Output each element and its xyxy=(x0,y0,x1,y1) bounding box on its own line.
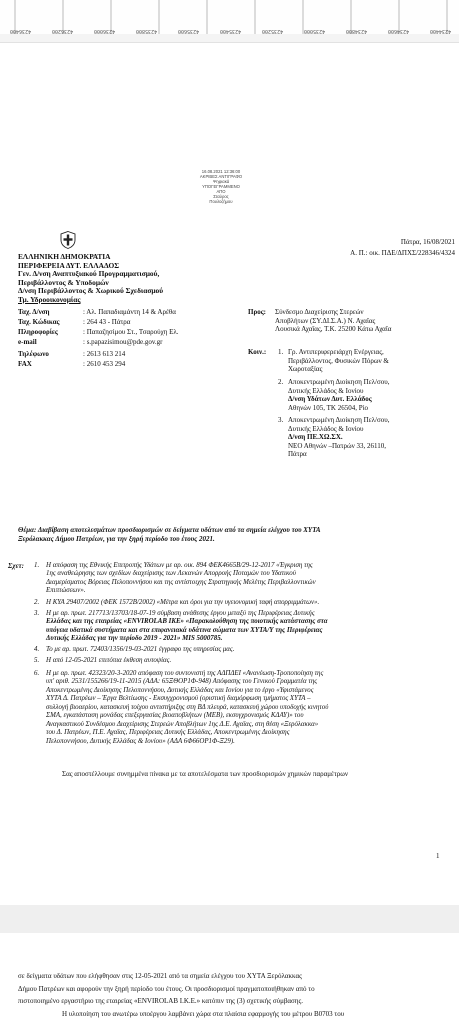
related-item-3 xyxy=(34,610,452,644)
subject-line1: Διαβίβαση αποτελεσμάτων προσδιορισμών σε δείγματα υδάτων από τα σημεία ελέγχου του ΧΥΤΑ xyxy=(37,526,321,534)
related-number: 3. xyxy=(34,610,40,617)
cc-line: Αποκεντρωμένη Διοίκηση Πελ/σου, xyxy=(288,378,390,386)
related-line: Ελλάδας και της εταιρείας «ENVIROLAB ΙΚΕ» «Παρακολούθηση της ποιοτικής κατάστασης στα xyxy=(46,618,328,626)
sender-directorate: Δ/νση Περιβάλλοντος & Χωρικού Σχεδιασμού xyxy=(18,286,164,296)
stamp-line3: ΥΠΟΓΕΓΡΑΜΜΕΝΟ xyxy=(202,184,240,189)
recipient-line2: Αποβλήτων (ΣΥ.ΔΙ.Σ.Α.) Ν. Αχαΐας xyxy=(275,316,376,325)
related-line: Η από 12-05-2021 επιτόπια έκθεση αυτοψίας. xyxy=(46,657,172,664)
related-line: 1ης αναθεώρησης των σχεδίων διαχείρισης των Λεκανών Απορροής Ποταμών του Υδατικού xyxy=(46,570,296,578)
contact-value-fax: : 2610 453 294 xyxy=(83,360,126,368)
page-separator xyxy=(0,905,459,933)
cc-line: Δυτικής Ελλάδος & Ιονίου xyxy=(288,386,364,395)
recipient-label: Προς: xyxy=(248,308,266,316)
cc-line: Χωροταξίας xyxy=(288,365,323,373)
related-line: υπ' αριθ. 2531/155266/19-11-2015 (ΑΔΑ: 65ΞΘΟΡ1Φ-948) Απόφασης του Γενικού Γραμματέα της xyxy=(46,678,318,686)
next-page-line2: Δήμου Πατρέων και αφορούν την ξηρή περίοδο του έτους. Οι προσδιορισμοί πραγματοποιήθηκαν από το xyxy=(18,984,315,993)
strip-number: 4235600 xyxy=(178,28,200,34)
contact-value-postcode: : 264 43 - Πάτρα xyxy=(83,318,131,326)
cc-item-number: 2. xyxy=(278,378,284,386)
stamp-datetime: 16.08.2021 12:36:00 xyxy=(201,169,241,174)
subject-block xyxy=(18,526,458,543)
sender-region: ΠΕΡΙΦΕΡΕΙΑ ΔΥΤ. ΕΛΛΑΔΟΣ xyxy=(18,260,120,270)
related-line: συλλογή βιοαερίου, κατασκευή τοίχου αντιστήριξης στη ΒΔ πλευρά, κατασκευή χώρου υποδοχής κινητού xyxy=(46,703,329,711)
related-item-5 xyxy=(34,657,452,665)
contact-label-fax: FAX xyxy=(18,360,32,368)
related-line: ΣΜΑ, εγκατάσταση μονάδας επεξεργασίας βιοαποβλήτων (ΜΕΒ), εκσυγχρονισμός ΚΔΑΥ)» του xyxy=(46,712,304,720)
related-item-1 xyxy=(34,562,452,596)
strip-number: 4235000 xyxy=(304,28,326,34)
stamp-line5: Σταύρος xyxy=(213,194,229,199)
stamp-line2: Ψηφιακά xyxy=(212,179,230,184)
related-number: 5. xyxy=(34,657,40,664)
page-number: 1 xyxy=(436,852,440,860)
strip-number: 4234400 xyxy=(430,28,452,34)
related-label: Σχετ: xyxy=(8,562,24,570)
next-page-text xyxy=(18,970,456,1020)
related-number: 2. xyxy=(34,599,40,606)
contact-value-info: : Παπαζησίμου Στ., Τσαρούχη Ελ. xyxy=(83,328,179,336)
contact-label-postcode: Ταχ. Κώδικας xyxy=(18,318,60,326)
related-line: υπόγεια υδατικά συστήματα και στα επιφανειακά υδάτινα σώματα των ΧΥΤΑ/Υ της Περιφέρειας xyxy=(46,626,323,634)
related-line: Το με αρ. πρωτ. 72403/1356/19-03-2021 έγγραφο της υπηρεσίας μας. xyxy=(46,646,235,653)
cc-line: Αθηνών 105, ΤΚ 26504, Ρίο xyxy=(288,403,368,412)
related-item-6 xyxy=(34,670,452,746)
related-line: Αποκεντρωμένης Διοίκησης Πελοποννήσου, Δυτικής Ελλάδας και Ιονίου για το έργο «Υφιστάμενος xyxy=(46,686,314,694)
contact-value-email[interactable]: : s.papazisimou@pde.gov.gr xyxy=(83,338,163,346)
related-line: Η απόφαση της Εθνικής Επιτροπής Υδάτων με αρ. οικ. 894 ΦΕΚ4665Β/29-12-2017 «Έγκριση της xyxy=(46,562,313,569)
previous-page-strip xyxy=(0,0,459,43)
cc-item-2 xyxy=(278,378,458,412)
strip-number: 4236200 xyxy=(52,28,74,34)
cc-line: Γρ. Αντιπεριφερειάρχη Ενέργειας, xyxy=(288,348,384,356)
cc-item-number: 3. xyxy=(278,416,284,424)
related-number: 4. xyxy=(34,646,40,653)
recipient-line3: Λουσικά Αχαΐας, Τ.Κ. 25200 Κάτω Αχαΐα xyxy=(275,325,392,333)
cc-line: Δυτικής Ελλάδος & Ιονίου xyxy=(288,424,364,433)
related-line: του Δ. Πατρέων, Π.Ε. Αχαΐας, Περιφέρειας Δυτικής Ελλάδας, Αποκεντρωμένης Διοίκησης xyxy=(46,729,290,737)
sender-department: Τμ. Υδροοικονομίας xyxy=(18,294,81,304)
contact-label-info: Πληροφορίες xyxy=(18,328,58,336)
cc-item-3 xyxy=(278,416,458,459)
related-line: Η με αρ. πρωτ. 217713/13703/18-07-19 σύμβαση ανάθεσης έργου μεταξύ της Περιφέρειας Δυτικής xyxy=(46,610,315,617)
cc-line: Αποκεντρωμένη Διοίκηση Πελ/σου, xyxy=(288,416,390,424)
sender-block xyxy=(18,253,258,305)
cc-line: Δ/νση ΠΕ.ΧΩ.ΣΧ. xyxy=(288,433,343,441)
cc-item-1 xyxy=(278,348,458,374)
cc-line: Πάτρα xyxy=(288,450,307,458)
strip-number: 4236400 xyxy=(10,28,32,34)
greek-emblem-icon xyxy=(60,231,76,249)
sender-directorate-general-2: Περιβάλλοντος & Υποδομών xyxy=(18,277,109,287)
related-line: Η ΚΥΑ 29407/2002 (ΦΕΚ 1572Β/2002) «Μέτρα και όροι για την υγειονομική ταφή απορριμμάτων». xyxy=(46,599,320,606)
recipient-line1: Σύνδεσμο Διαχείρισης Στερεών xyxy=(275,308,364,316)
related-number: 1. xyxy=(34,562,40,569)
contact-label-email: e-mail xyxy=(18,338,37,346)
related-line: Αναγκαστικού Συνδέσμου Διαχείρισης Στερεών Αποβλήτων 1ης Δ.Ε. Αχαΐας, στη θέση «Ξερόλακκα» xyxy=(46,720,319,728)
cc-label: Κοιν.: xyxy=(248,348,267,356)
related-line: Δυτικής Ελλάδας για την περίοδο 2019 - 2021» MIS 5000785. xyxy=(46,635,223,643)
closing-line: Σας αποστέλλουμε συνημμένα πίνακα με τα αποτελέσματα των προσδιορισμών χημικών παραμέτρων xyxy=(62,770,349,778)
strip-number: 4235200 xyxy=(262,28,284,34)
related-line: ΧΥΤΑ Δ. Πατρέων – Έργα Βελτίωσης - Εκσυγχρονισμού (οριστική διαμόρφωση τμήματος ΧΥΤΑ – xyxy=(46,695,311,703)
related-number: 6. xyxy=(34,670,40,677)
subject-label: Θέμα: xyxy=(18,526,37,534)
cc-line: Δ/νση Υδάτων Δυτ. Ελλάδος xyxy=(288,395,372,403)
contact-value-phone: : 2613 613 214 xyxy=(83,350,126,358)
recipient-block xyxy=(275,308,455,334)
stamp-line6: Πουλοζήμου xyxy=(209,199,233,204)
strip-number: 4235400 xyxy=(220,28,242,34)
cc-item-number: 1. xyxy=(278,348,284,356)
subject-line2: Ξερόλακκας Δήμου Πατρέων, για την ξηρή περίοδο του έτους 2021. xyxy=(18,534,215,543)
strip-number: 4234800 xyxy=(346,28,368,34)
cc-line: ΝΕΟ Αθηνών –Πατρών 33, 26110, xyxy=(288,441,387,450)
related-line: Η με αρ. πρωτ. 42323/20-3-2020 απόφαση του συντονιστή της ΑΔΠΔΕΙ «Ανανέωση-Τροποποίηση της xyxy=(46,670,324,677)
related-item-4 xyxy=(34,646,452,654)
contact-label-phone: Τηλέφωνο xyxy=(18,350,49,358)
stamp-line1: ΑΚΡΙΒΕΣ ΑΝΤΙΓΡΑΦΟ xyxy=(199,174,243,179)
strip-number: 4235800 xyxy=(136,28,158,34)
next-page-line3: πιστοποιημένο εργαστήριο της εταιρείας «ENVIROLAB Ι.Κ.Ε.» κατόπιν της (3) σχετικής σύμβασης. xyxy=(18,997,304,1005)
protocol-number: Α. Π.: οικ. ΠΔΕ/ΔΠΧΣ/228346/4324 xyxy=(350,249,455,257)
strip-number: 4234600 xyxy=(388,28,410,34)
contact-label-address: Ταχ. Δ/νση xyxy=(18,308,50,316)
stamp-line4: ΑΠΟ xyxy=(216,189,226,194)
related-line: Πελοποννήσου, Δυτικής Ελλάδας & Ιονίου» (ΑΔΑ 6Φ66ΟΡ1Φ-Ξ29). xyxy=(46,737,235,745)
related-line: Διαμερίσματος Βόρειας Πελοποννήσου και της αντίστοιχης Στρατηγικής Μελέτης Περιβαλλοντικών xyxy=(46,578,316,586)
sender-directorate-general: Γεν. Δ/νση Αναπτυξιακού Προγραμματισμού, xyxy=(18,269,160,279)
cc-line: Περιβάλλοντος, Φυσικών Πόρων & xyxy=(288,356,389,365)
digital-signature-stamp xyxy=(182,169,260,204)
next-page-line1: σε δείγματα υδάτων που ελήφθησαν στις 12-05-2021 από τα σημεία ελέγχου του ΧΥΤΑ Ξερόλακκας xyxy=(18,972,302,980)
related-item-2 xyxy=(34,599,452,607)
contact-value-address: : Αλ. Παπαδιαμάντη 14 & Αρέθα xyxy=(83,308,176,316)
sender-country: ΕΛΛΗΝΙΚΗ ΔΗΜΟΚΡΑΤΙΑ xyxy=(18,252,111,261)
next-page-line4: Η υλοποίηση του ανωτέρω υποέργου λαμβάνει χώρα στα πλαίσια εφαρμογής του μέτρου Β0703 του xyxy=(62,1009,345,1018)
strip-number: 4236000 xyxy=(94,28,116,34)
place-date: Πάτρα, 16/08/2021 xyxy=(400,238,455,246)
related-line: Επιπτώσεων». xyxy=(46,587,86,595)
